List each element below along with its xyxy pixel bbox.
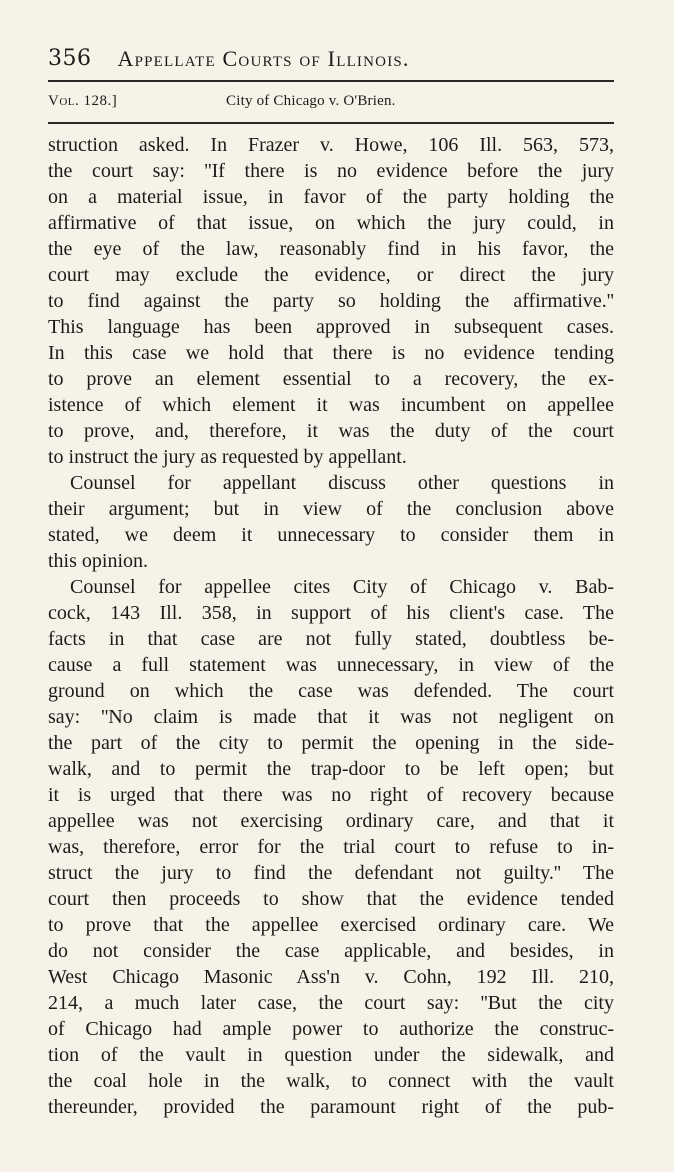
text-line: Counsel for appellee cites City of Chicago v. Bab- xyxy=(70,576,614,598)
text-line: to find against the party so holding the affirmative.'' xyxy=(48,290,614,312)
page-number: 356 xyxy=(48,46,92,71)
running-title: Appellate Courts of Illinois. xyxy=(117,46,410,71)
volume-label: Vol. 128.] xyxy=(48,93,118,109)
text-line: thereunder, provided the paramount right of the pub- xyxy=(48,1096,614,1118)
text-line: do not consider the case applicable, and besides, in xyxy=(48,940,614,962)
text-line: walk, and to permit the trap-door to be left open; but xyxy=(48,758,614,780)
text-line: on a material issue, in favor of the party holding the xyxy=(48,186,614,208)
text-line: to prove that the appellee exercised ordinary care. We xyxy=(48,914,614,936)
text-line: it is urged that there was no right of recovery because xyxy=(48,784,614,806)
text-line: to instruct the jury as requested by appellant. xyxy=(48,446,407,468)
text-line: cock, 143 Ill. 358, in support of his client's case. The xyxy=(48,602,614,624)
text-line: Counsel for appellant discuss other questions in xyxy=(70,472,614,494)
text-line: ground on which the case was defended. The court xyxy=(48,680,614,702)
text-line: istence of which element it was incumbent on appellee xyxy=(48,394,614,416)
text-line: appellee was not exercising ordinary care, and that it xyxy=(48,810,614,832)
text-line: struction asked. In Frazer v. Howe, 106 Ill. 563, 573, xyxy=(48,134,614,156)
opinion-text xyxy=(48,132,614,1120)
running-head xyxy=(48,44,614,82)
text-line: facts in that case are not fully stated, doubtless be- xyxy=(48,628,614,650)
text-line: the court say: ''If there is no evidence before the jury xyxy=(48,160,614,182)
text-line: the coal hole in the walk, to connect with the vault xyxy=(48,1070,614,1092)
text-line: their argument; but in view of the conclusion above xyxy=(48,498,614,520)
text-line: of Chicago had ample power to authorize the construc- xyxy=(48,1018,614,1040)
text-line: affirmative of that issue, on which the jury could, in xyxy=(48,212,614,234)
text-line: tion of the vault in question under the sidewalk, and xyxy=(48,1044,614,1066)
text-line: 214, a much later case, the court say: ''But the city xyxy=(48,992,614,1014)
case-name: City of Chicago v. O'Brien. xyxy=(226,93,396,109)
text-line: say: ''No claim is made that it was not negligent on xyxy=(48,706,614,728)
text-line: the part of the city to permit the opening in the side- xyxy=(48,732,614,754)
text-line: court then proceeds to show that the evidence tended xyxy=(48,888,614,910)
text-line: West Chicago Masonic Ass'n v. Cohn, 192 Ill. 210, xyxy=(48,966,614,988)
text-line: This language has been approved in subsequent cases. xyxy=(48,316,614,338)
text-line: In this case we hold that there is no evidence tending xyxy=(48,342,614,364)
text-line: stated, we deem it unnecessary to consider them in xyxy=(48,524,614,546)
text-line: cause a full statement was unnecessary, in view of the xyxy=(48,654,614,676)
text-line: the eye of the law, reasonably find in his favor, the xyxy=(48,238,614,260)
text-line: this opinion. xyxy=(48,550,149,572)
text-line: to prove, and, therefore, it was the duty of the court xyxy=(48,420,614,442)
case-reference-line xyxy=(48,86,614,124)
text-line: struct the jury to find the defendant not guilty.'' The xyxy=(48,862,614,884)
text-line: was, therefore, error for the trial court to refuse to in- xyxy=(48,836,614,858)
text-line: to prove an element essential to a recovery, the ex- xyxy=(48,368,614,390)
text-line: court may exclude the evidence, or direct the jury xyxy=(48,264,614,286)
